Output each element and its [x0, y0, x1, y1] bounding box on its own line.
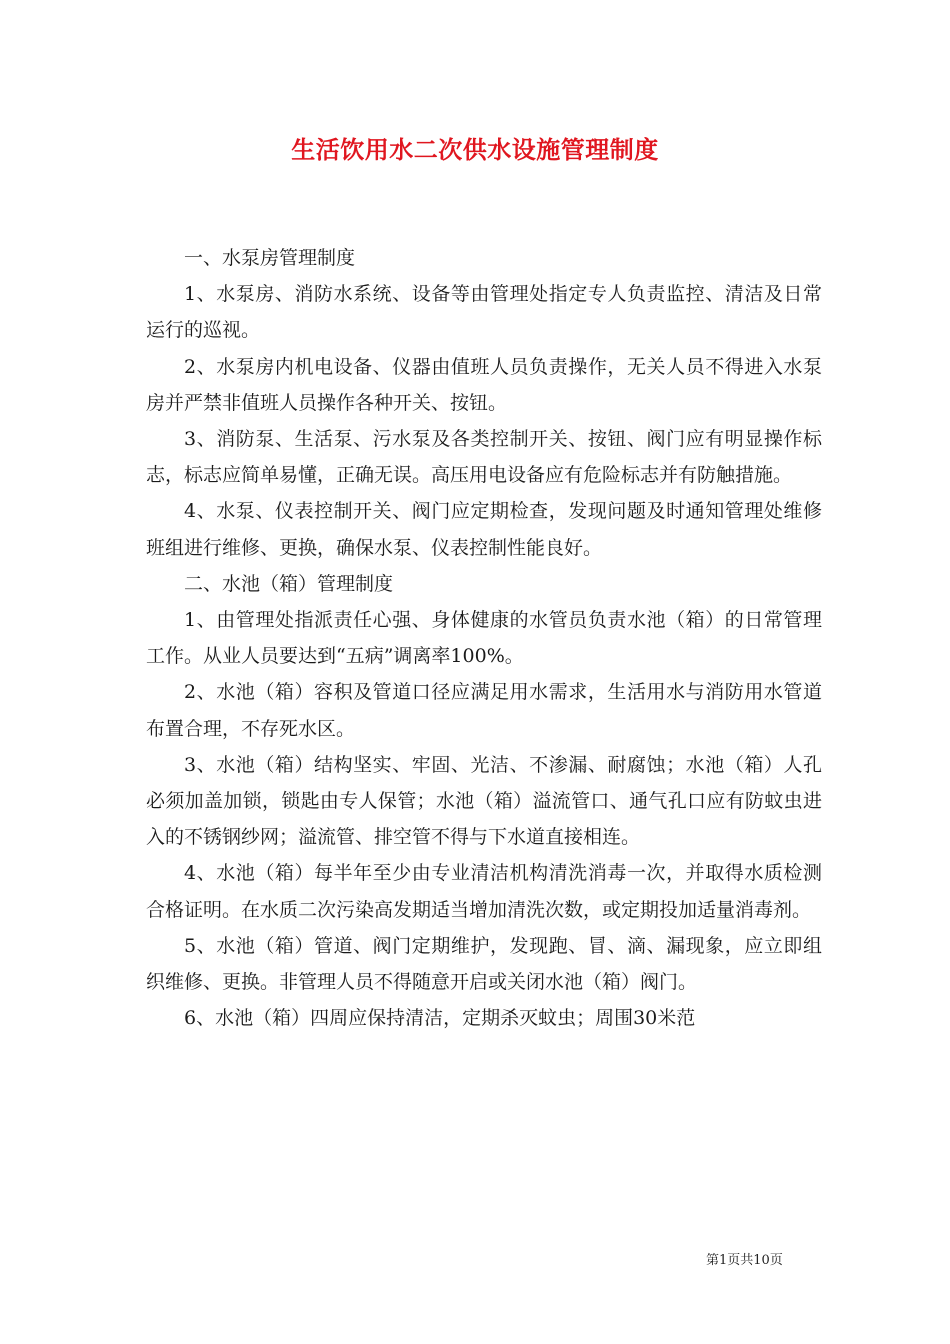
section-heading-pump-room: 一、水泵房管理制度 — [184, 247, 356, 269]
document-body — [146, 240, 822, 1036]
page-number: 第1页共10页 — [706, 1253, 783, 1268]
paragraph: 6、水池（箱）四周应保持清洁，定期杀灭蚊虫；周围30米范 — [184, 1007, 696, 1030]
paragraph: 3、水池（箱）结构坚实、牢固、光洁、不渗漏、耐腐蚀；水池（箱）人孔必须加盖加锁，锁匙由专人保管；水池（箱）溢流管口、通气孔口应有防蚊虫进入的不锈钢纱网；溢流管、排空管不得与下水道直接相连。 — [146, 753, 822, 849]
section-heading-water-tank: 二、水池（箱）管理制度 — [184, 572, 394, 595]
paragraph: 4、水泵、仪表控制开关、阀门应定期检查，发现问题及时通知管理处维修班组进行维修、更换，确保水泵、仪表控制性能良好。 — [146, 500, 822, 559]
paragraph: 2、水池（箱）容积及管道口径应满足用水需求，生活用水与消防用水管道布置合理，不存死水区。 — [146, 681, 822, 740]
paragraph: 4、水池（箱）每半年至少由专业清洁机构清洗消毒一次，并取得水质检测合格证明。在水质二次污染高发期适当增加清洗次数，或定期投加适量消毒剂。 — [146, 862, 822, 921]
paragraph: 3、消防泵、生活泵、污水泵及各类控制开关、按钮、阀门应有明显操作标志，标志应简单易懂，正确无误。高压用电设备应有危险标志并有防触措施。 — [146, 428, 822, 487]
paragraph: 1、由管理处指派责任心强、身体健康的水管员负责水池（箱）的日常管理工作。从业人员要达到“五病”调离率100%。 — [146, 609, 822, 668]
document-title: 生活饮用水二次供水设施管理制度 — [291, 135, 659, 164]
paragraph: 5、水池（箱）管道、阀门定期维护，发现跑、冒、滴、漏现象，应立即组织维修、更换。非管理人员不得随意开启或关闭水池（箱）阀门。 — [146, 934, 822, 994]
paragraph: 1、水泵房、消防水系统、设备等由管理处指定专人负责监控、清洁及日常运行的巡视。 — [146, 283, 822, 342]
paragraph: 2、水泵房内机电设备、仪器由值班人员负责操作，无关人员不得进入水泵房并严禁非值班人员操作各种开关、按钮。 — [146, 355, 822, 414]
